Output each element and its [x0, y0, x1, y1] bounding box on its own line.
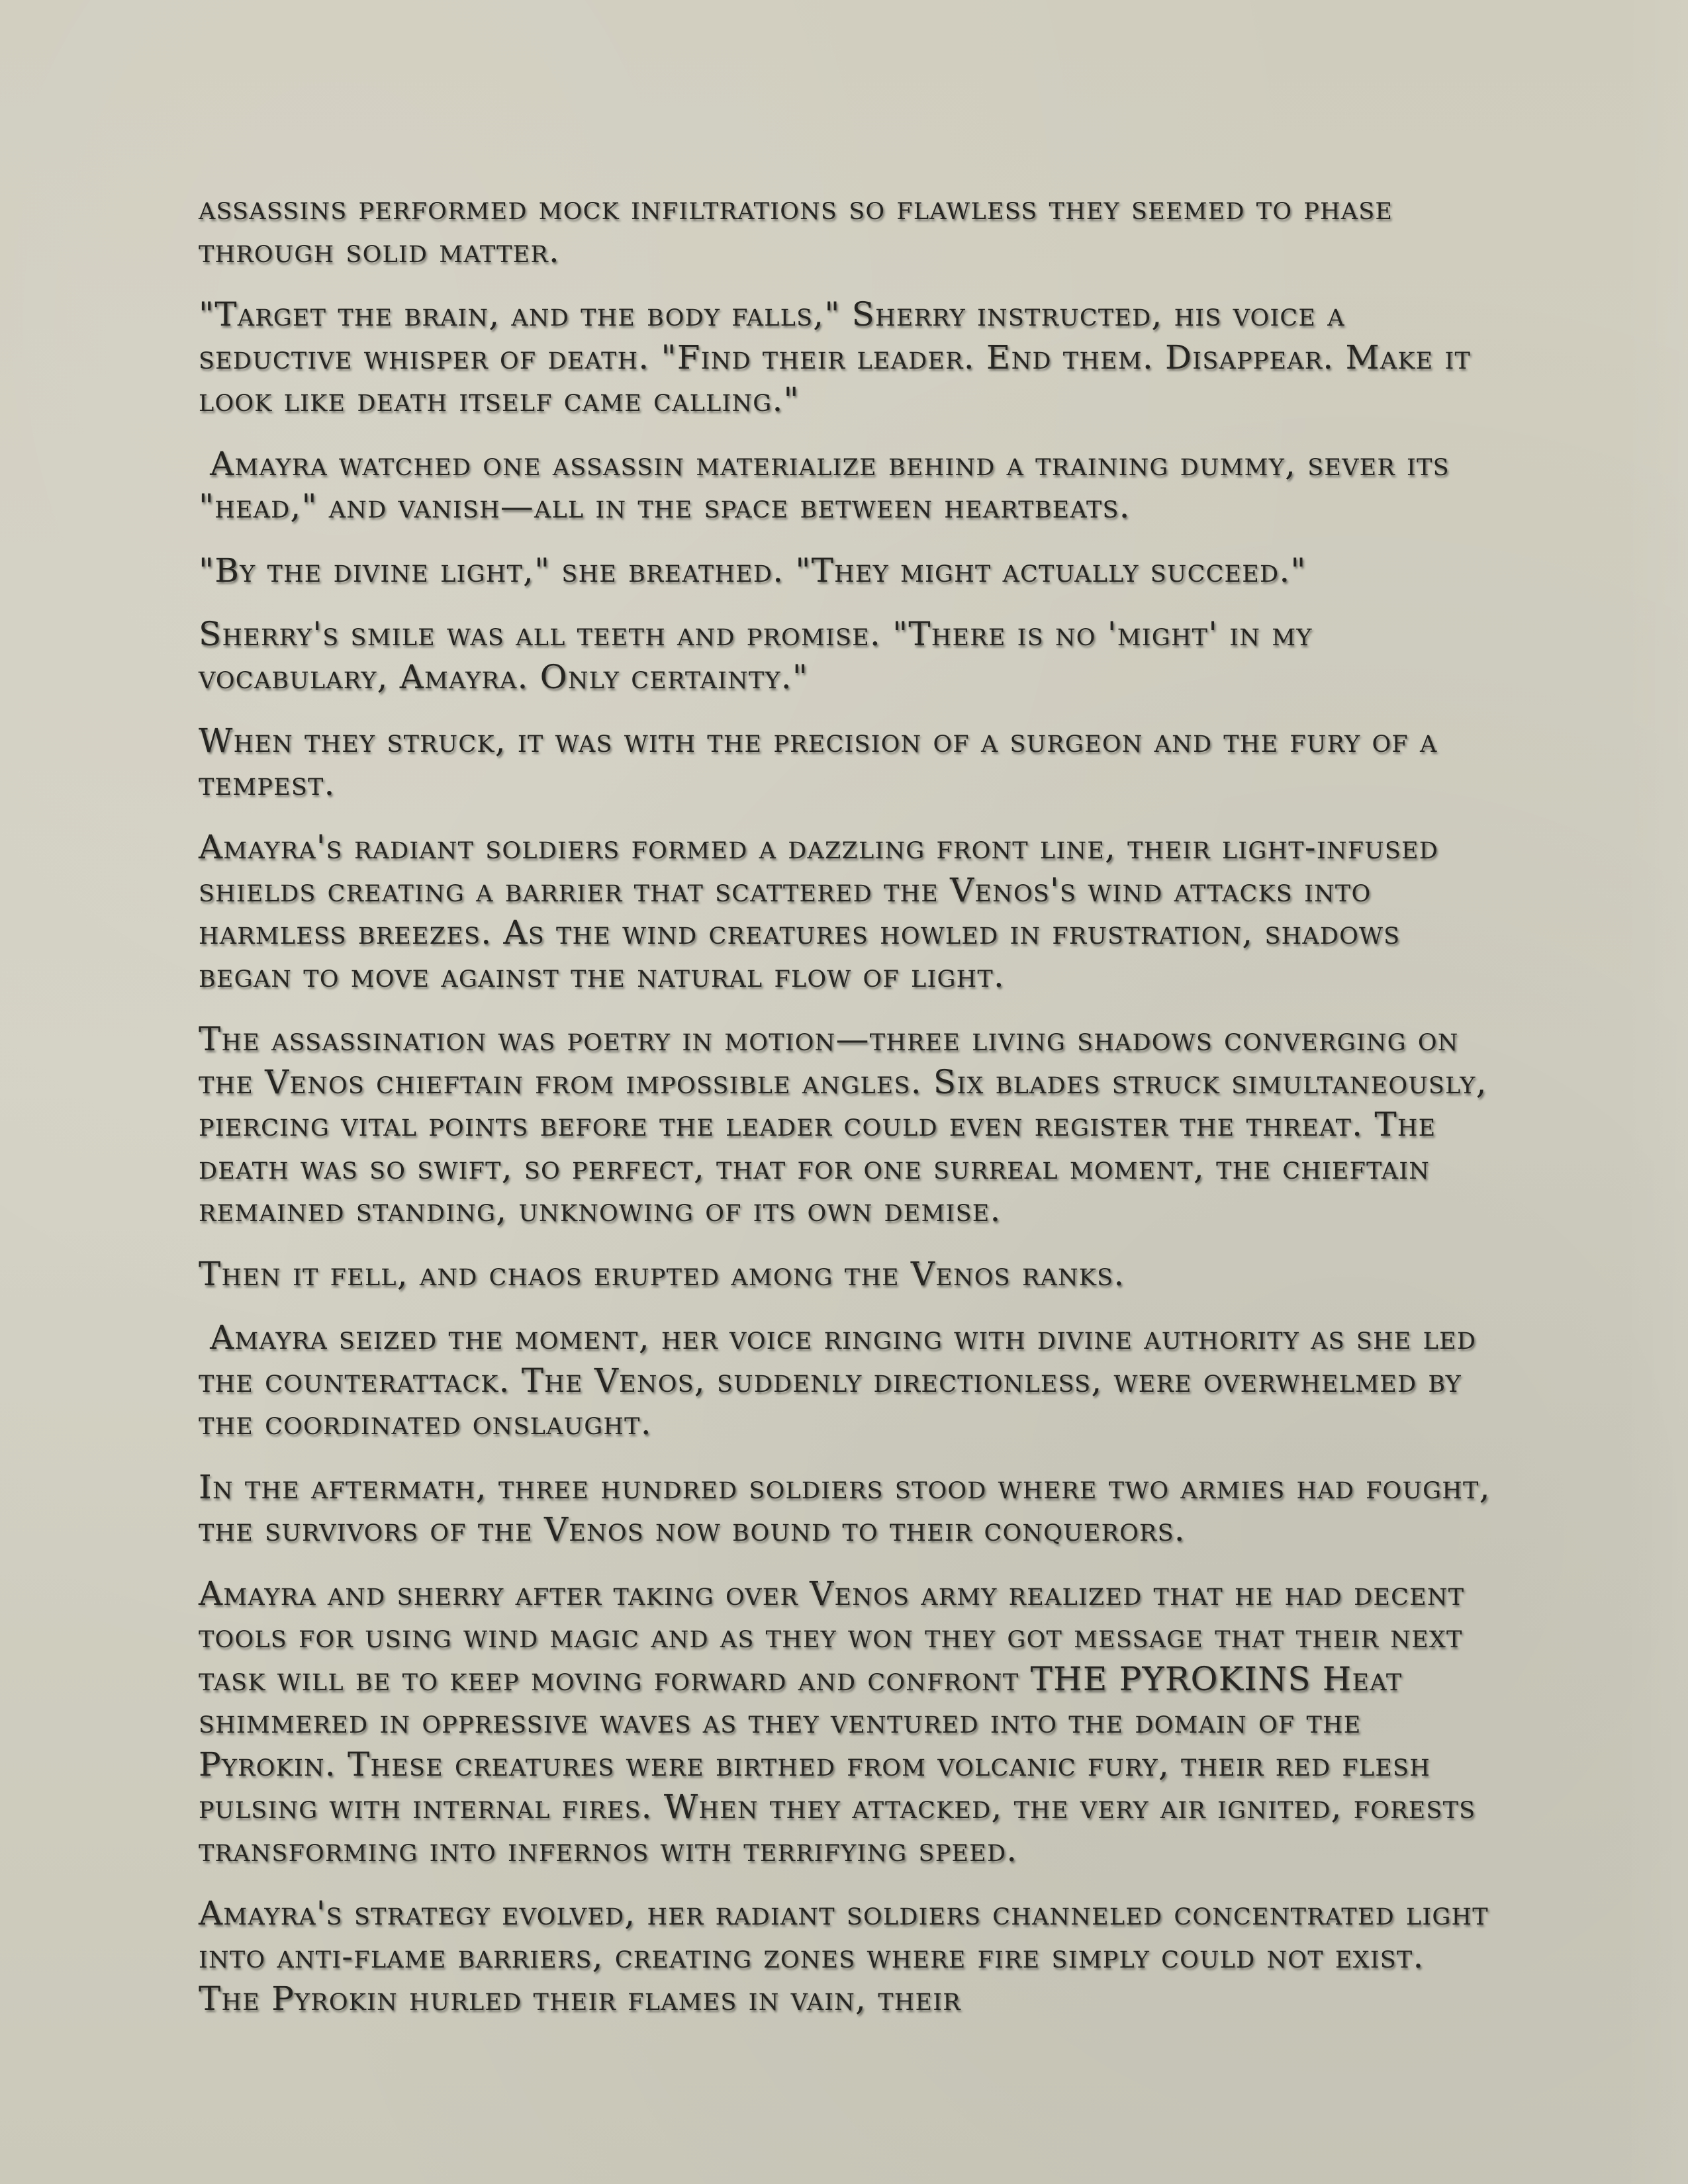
paragraph-3: Amayra watched one assassin materialize behind a training dummy, sever its "head," and vanish—all in the space between heartbeats.: [199, 444, 1461, 525]
paragraph-1: assassins performed mock infiltrations so flawless they seemed to phase through solid matter.: [199, 189, 1405, 270]
paragraph-7: Amayra's radiant soldiers formed a dazzling front line, their light-infused shields creating a barrier that scattered the Venos's wind attacks into harmless breezes. As the wind creatures howled in frustration, shadows began to move against the natural flow of light.: [199, 828, 1450, 995]
paragraph-11: In the aftermath, three hundred soldiers stood where two armies had fought, the survivors of the Venos now bound to their conquerors.: [199, 1467, 1502, 1549]
paragraph-4: "By the divine light," she breathed. "They might actually succeed.": [199, 551, 1307, 590]
paragraph-10: Amayra seized the moment, her voice ringing with divine authority as she led the counterattack. The Venos, suddenly directionless, were overwhelmed by the coordinated onslaught.: [199, 1318, 1488, 1442]
paragraph-9: Then it fell, and chaos erupted among the Venos ranks.: [199, 1254, 1125, 1293]
page-edge-shading: [1622, 0, 1688, 2184]
paragraph-6: When they struck, it was with the precision of a surgeon and the fury of a tempest.: [199, 721, 1449, 803]
paragraph-12: Amayra and sherry after taking over Venos army realized that he had decent tools for using wind magic and as they won they got message that their next task will be to keep moving forward and confront THE PYROKINS Heat shimmered in oppressive waves as they ventured into the domain of the Pyrokin. These creatures were birthed from volcanic fury, their red flesh pulsing with internal fires. When they attacked, the very air ignited, forests transforming into infernos with terrifying speed.: [199, 1574, 1487, 1869]
document-body: [199, 187, 1502, 2042]
paragraph-8: The assassination was poetry in motion—three living shadows converging on the Venos chieftain from impossible angles. Six blades struck simultaneously, piercing vital points before the leader could even register the threat. The death was so swift, so perfect, that for one surreal moment, the chieftain remained standing, unknowing of its own demise.: [199, 1020, 1499, 1229]
paragraph-13: Amayra's strategy evolved, her radiant soldiers channeled concentrated light into anti-flame barriers, creating zones where fire simply could not exist. The Pyrokin hurled their flames in vain, their: [199, 1894, 1500, 2018]
paragraph-2: "Target the brain, and the body falls," Sherry instructed, his voice a seductive whisper of death. "Find their leader. End them. Disappear. Make it look like death itself came calling.": [199, 295, 1483, 419]
paragraph-5: Sherry's smile was all teeth and promise. "There is no 'might' in my vocabulary, Amayra. Only certainty.": [199, 615, 1324, 696]
